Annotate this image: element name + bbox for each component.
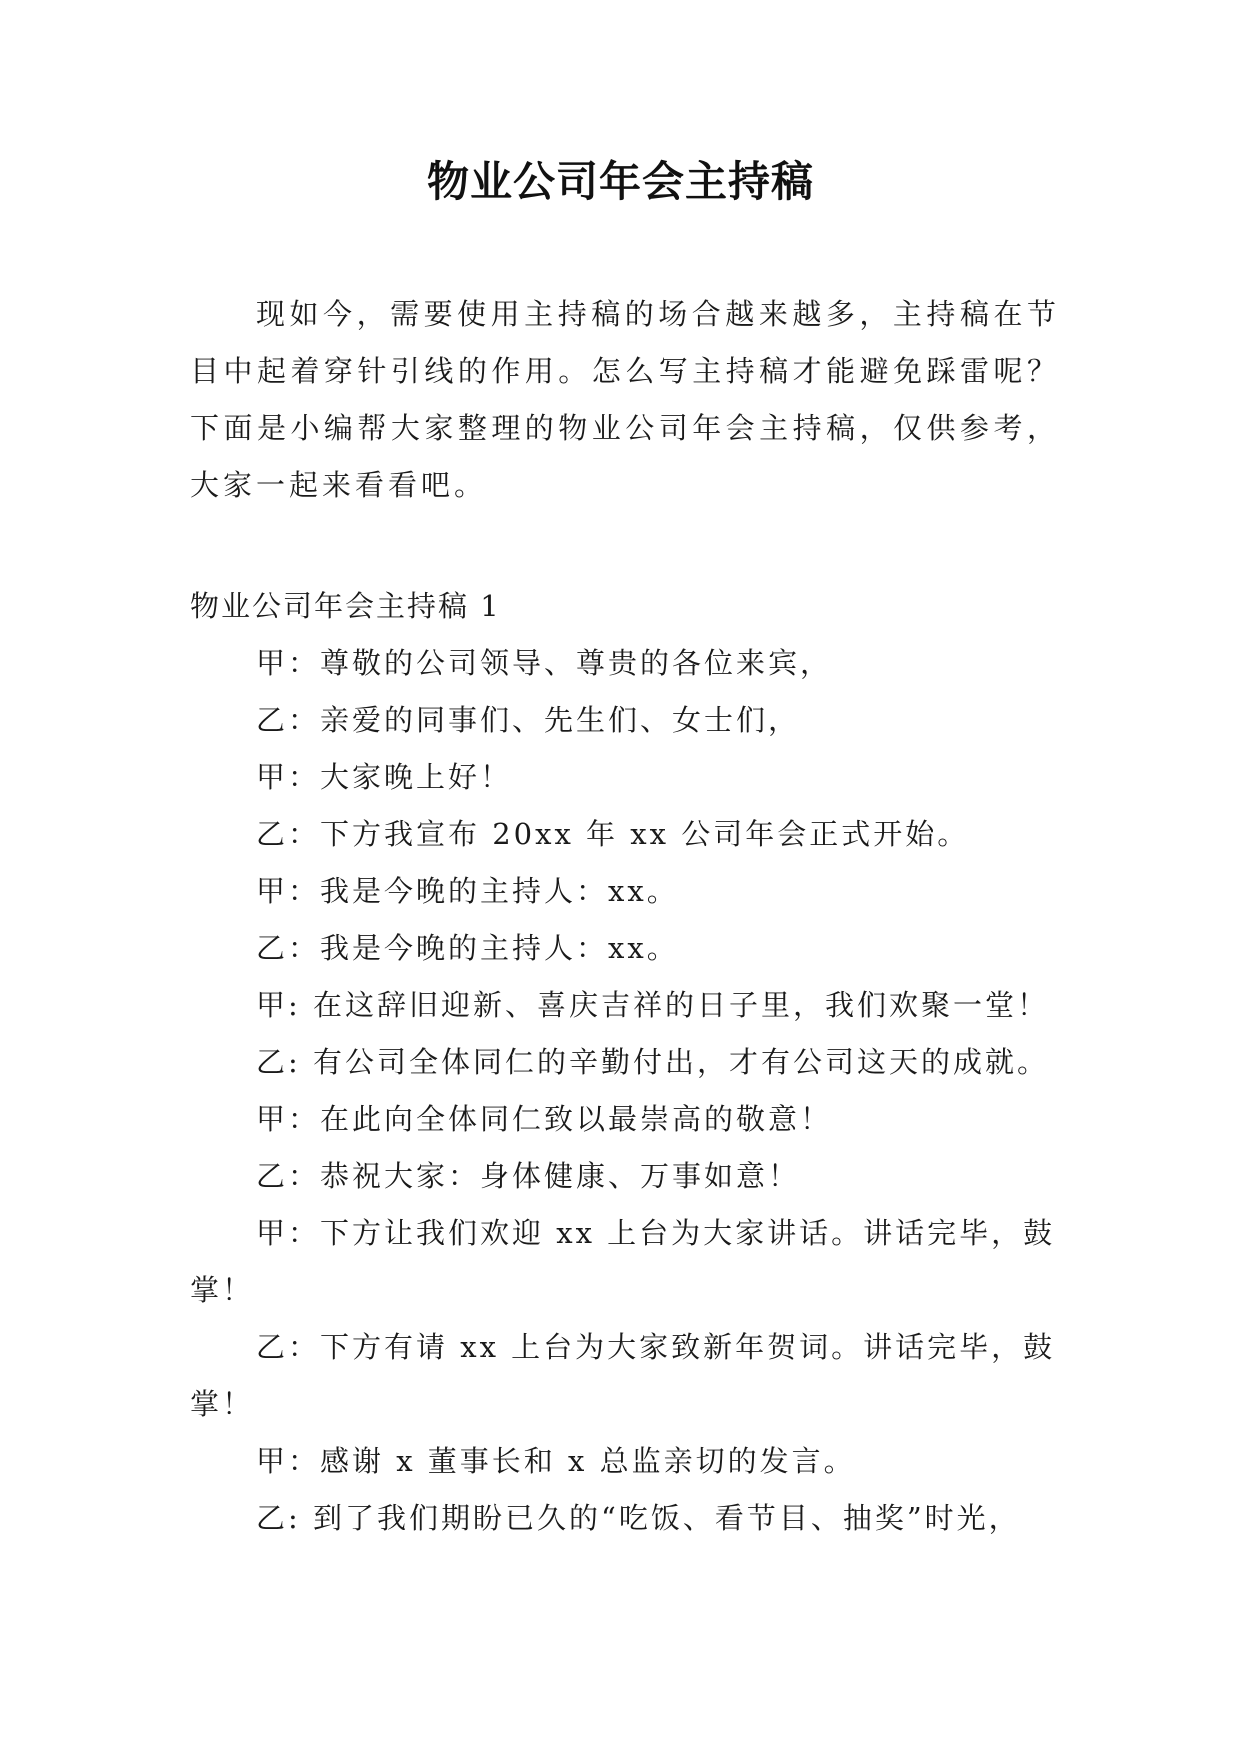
- dialogue-line: 乙：亲爱的同事们、先生们、女士们，: [256, 703, 801, 737]
- dialogue-line: 甲: 在这辞旧迎新、喜庆吉祥的日子里，我们欢聚一堂！: [256, 988, 1049, 1022]
- dialogue-line: 甲：大家晚上好！: [256, 760, 513, 794]
- section-heading: 物业公司年会主持稿 1: [190, 589, 501, 623]
- document-title: 物业公司年会主持稿: [426, 157, 814, 206]
- dialogue-line: 乙: 到了我们期盼已久的“吃饭、看节目、抽奖”时光，: [256, 1501, 1021, 1535]
- dialogue-line: 甲：尊敬的公司领导、尊贵的各位来宾，: [256, 646, 833, 680]
- dialogue-line: 甲：感谢 x 董事长和 x 总监亲切的发言。: [256, 1444, 856, 1478]
- dialogue-line: 甲：下方让我们欢迎 xx 上台为大家讲话。讲话完毕，鼓掌！: [190, 1216, 1056, 1307]
- dialogue-line: 乙：我是今晚的主持人：xx。: [256, 931, 679, 965]
- intro-paragraph: 现如今，需要使用主持稿的场合越来越多，主持稿在节目中起着穿针引线的作用。怎么写主持稿才能避免踩雷呢？下面是小编帮大家整理的物业公司年会主持稿，仅供参考，大家一起来看看吧。: [190, 297, 1060, 502]
- dialogue-block: [190, 635, 1060, 1547]
- dialogue-line: 乙：下方有请 xx 上台为大家致新年贺词。讲话完毕，鼓掌！: [190, 1330, 1056, 1421]
- dialogue-line: 甲：在此向全体同仁致以最崇高的敬意！: [256, 1102, 833, 1136]
- dialogue-line: 甲：我是今晚的主持人：xx。: [256, 874, 679, 908]
- dialogue-line: 乙: 有公司全体同仁的辛勤付出，才有公司这天的成就。: [256, 1045, 1049, 1079]
- dialogue-line: 乙：下方我宣布 20xx 年 xx 公司年会正式开始。: [256, 817, 970, 851]
- dialogue-line: 乙：恭祝大家：身体健康、万事如意！: [256, 1159, 801, 1193]
